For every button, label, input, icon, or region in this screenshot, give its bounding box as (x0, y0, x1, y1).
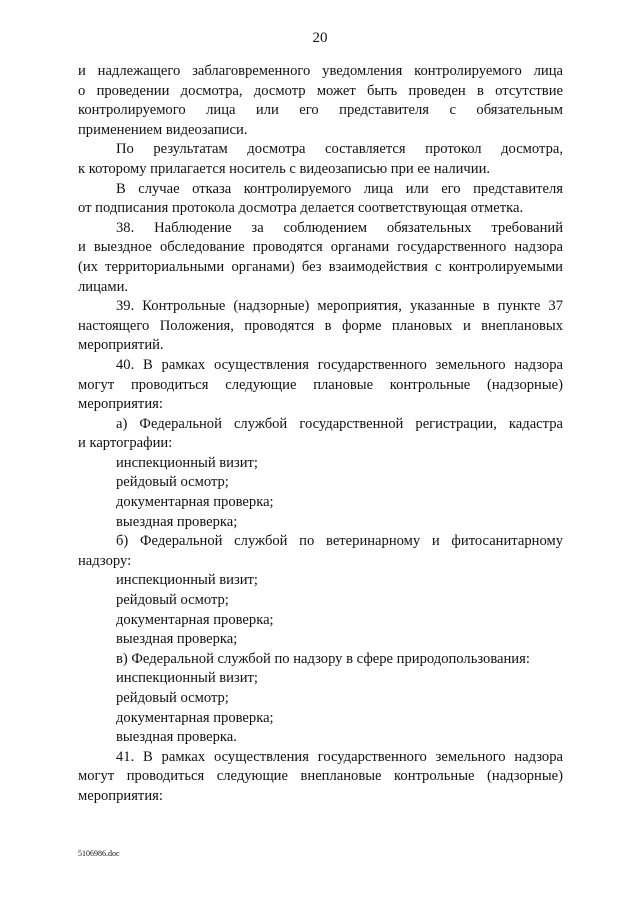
text-line: (их территориальными органами) без взаимодействия с контролируемыми (78, 258, 563, 275)
text-line: 39. Контрольные (надзорные) мероприятия, указанные в пункте 37 (116, 298, 563, 315)
file-name-footer: 5106986.doc (78, 849, 120, 858)
text-line: и картографии: (78, 435, 173, 452)
document-body (78, 62, 563, 807)
text-line: могут проводиться следующие внеплановые контрольные (надзорные) (78, 768, 563, 785)
list-item (78, 728, 563, 748)
paragraph (78, 650, 563, 670)
text-line: инспекционный визит; (116, 572, 258, 589)
paragraph (78, 219, 563, 297)
paragraph (78, 415, 563, 454)
list-item (78, 571, 563, 591)
text-line: и выездное обследование проводятся органами государственного надзора (78, 239, 563, 256)
list-item (78, 611, 563, 631)
text-line: к которому прилагается носитель с видеозаписью при ее наличии. (78, 160, 491, 177)
text-line: выездная проверка; (116, 513, 238, 530)
text-line: документарная проверка; (116, 494, 274, 511)
text-line: контролируемого лица или его представителя с обязательным (78, 102, 563, 119)
text-line: В случае отказа контролируемого лица или его представителя (116, 180, 563, 197)
list-item (78, 630, 563, 650)
list-item (78, 591, 563, 611)
list-item (78, 513, 563, 533)
text-line: документарная проверка; (116, 709, 274, 726)
text-line: рейдовый осмотр; (116, 474, 229, 491)
text-line: 38. Наблюдение за соблюдением обязательных требований (116, 219, 563, 236)
text-line: применением видеозаписи. (78, 121, 248, 138)
page-number: 20 (312, 30, 328, 46)
text-line: выездная проверка. (116, 729, 237, 746)
text-line: и надлежащего заблаговременного уведомления контролируемого лица (78, 63, 563, 79)
list-item (78, 709, 563, 729)
text-line: настоящего Положения, проводятся в форме плановых и внеплановых (78, 317, 563, 334)
text-line: мероприятия: (78, 396, 163, 413)
list-item (78, 689, 563, 709)
list-item (78, 473, 563, 493)
paragraph (78, 180, 563, 219)
text-line: рейдовый осмотр; (116, 592, 229, 609)
paragraph (78, 748, 563, 807)
text-line: По результатам досмотра составляется протокол досмотра, (116, 141, 563, 158)
paragraph (78, 356, 563, 415)
text-line: мероприятия: (78, 787, 163, 804)
text-line: от подписания протокола досмотра делается соответствующая отметка. (78, 200, 524, 217)
text-line: рейдовый осмотр; (116, 690, 229, 706)
text-line: о проведении досмотра, досмотр может быть проведен в отсутствие (78, 82, 563, 99)
list-item (78, 454, 563, 474)
paragraph (78, 140, 563, 179)
paragraph (78, 297, 563, 356)
text-line: могут проводиться следующие плановые контрольные (надзорные) (78, 376, 563, 393)
text-line: а) Федеральной службой государственной регистрации, кадастра (116, 415, 563, 432)
paragraph (78, 62, 563, 140)
text-line: мероприятий. (78, 337, 164, 354)
text-line: 40. В рамках осуществления государственного земельного надзора (116, 356, 563, 373)
text-line: инспекционный визит; (116, 670, 258, 687)
text-line: в) Федеральной службой по надзору в сфере природопользования: (116, 650, 530, 667)
paragraph (78, 532, 563, 571)
text-line: б) Федеральной службой по ветеринарному и фитосанитарному (116, 533, 563, 550)
text-line: 41. В рамках осуществления государственного земельного надзора (116, 748, 563, 765)
text-line: документарная проверка; (116, 611, 274, 628)
list-item (78, 669, 563, 689)
text-line: инспекционный визит; (116, 454, 258, 471)
text-line: надзору: (78, 552, 132, 569)
text-line: выездная проверка; (116, 631, 238, 648)
list-item (78, 493, 563, 513)
text-line: лицами. (78, 278, 129, 295)
